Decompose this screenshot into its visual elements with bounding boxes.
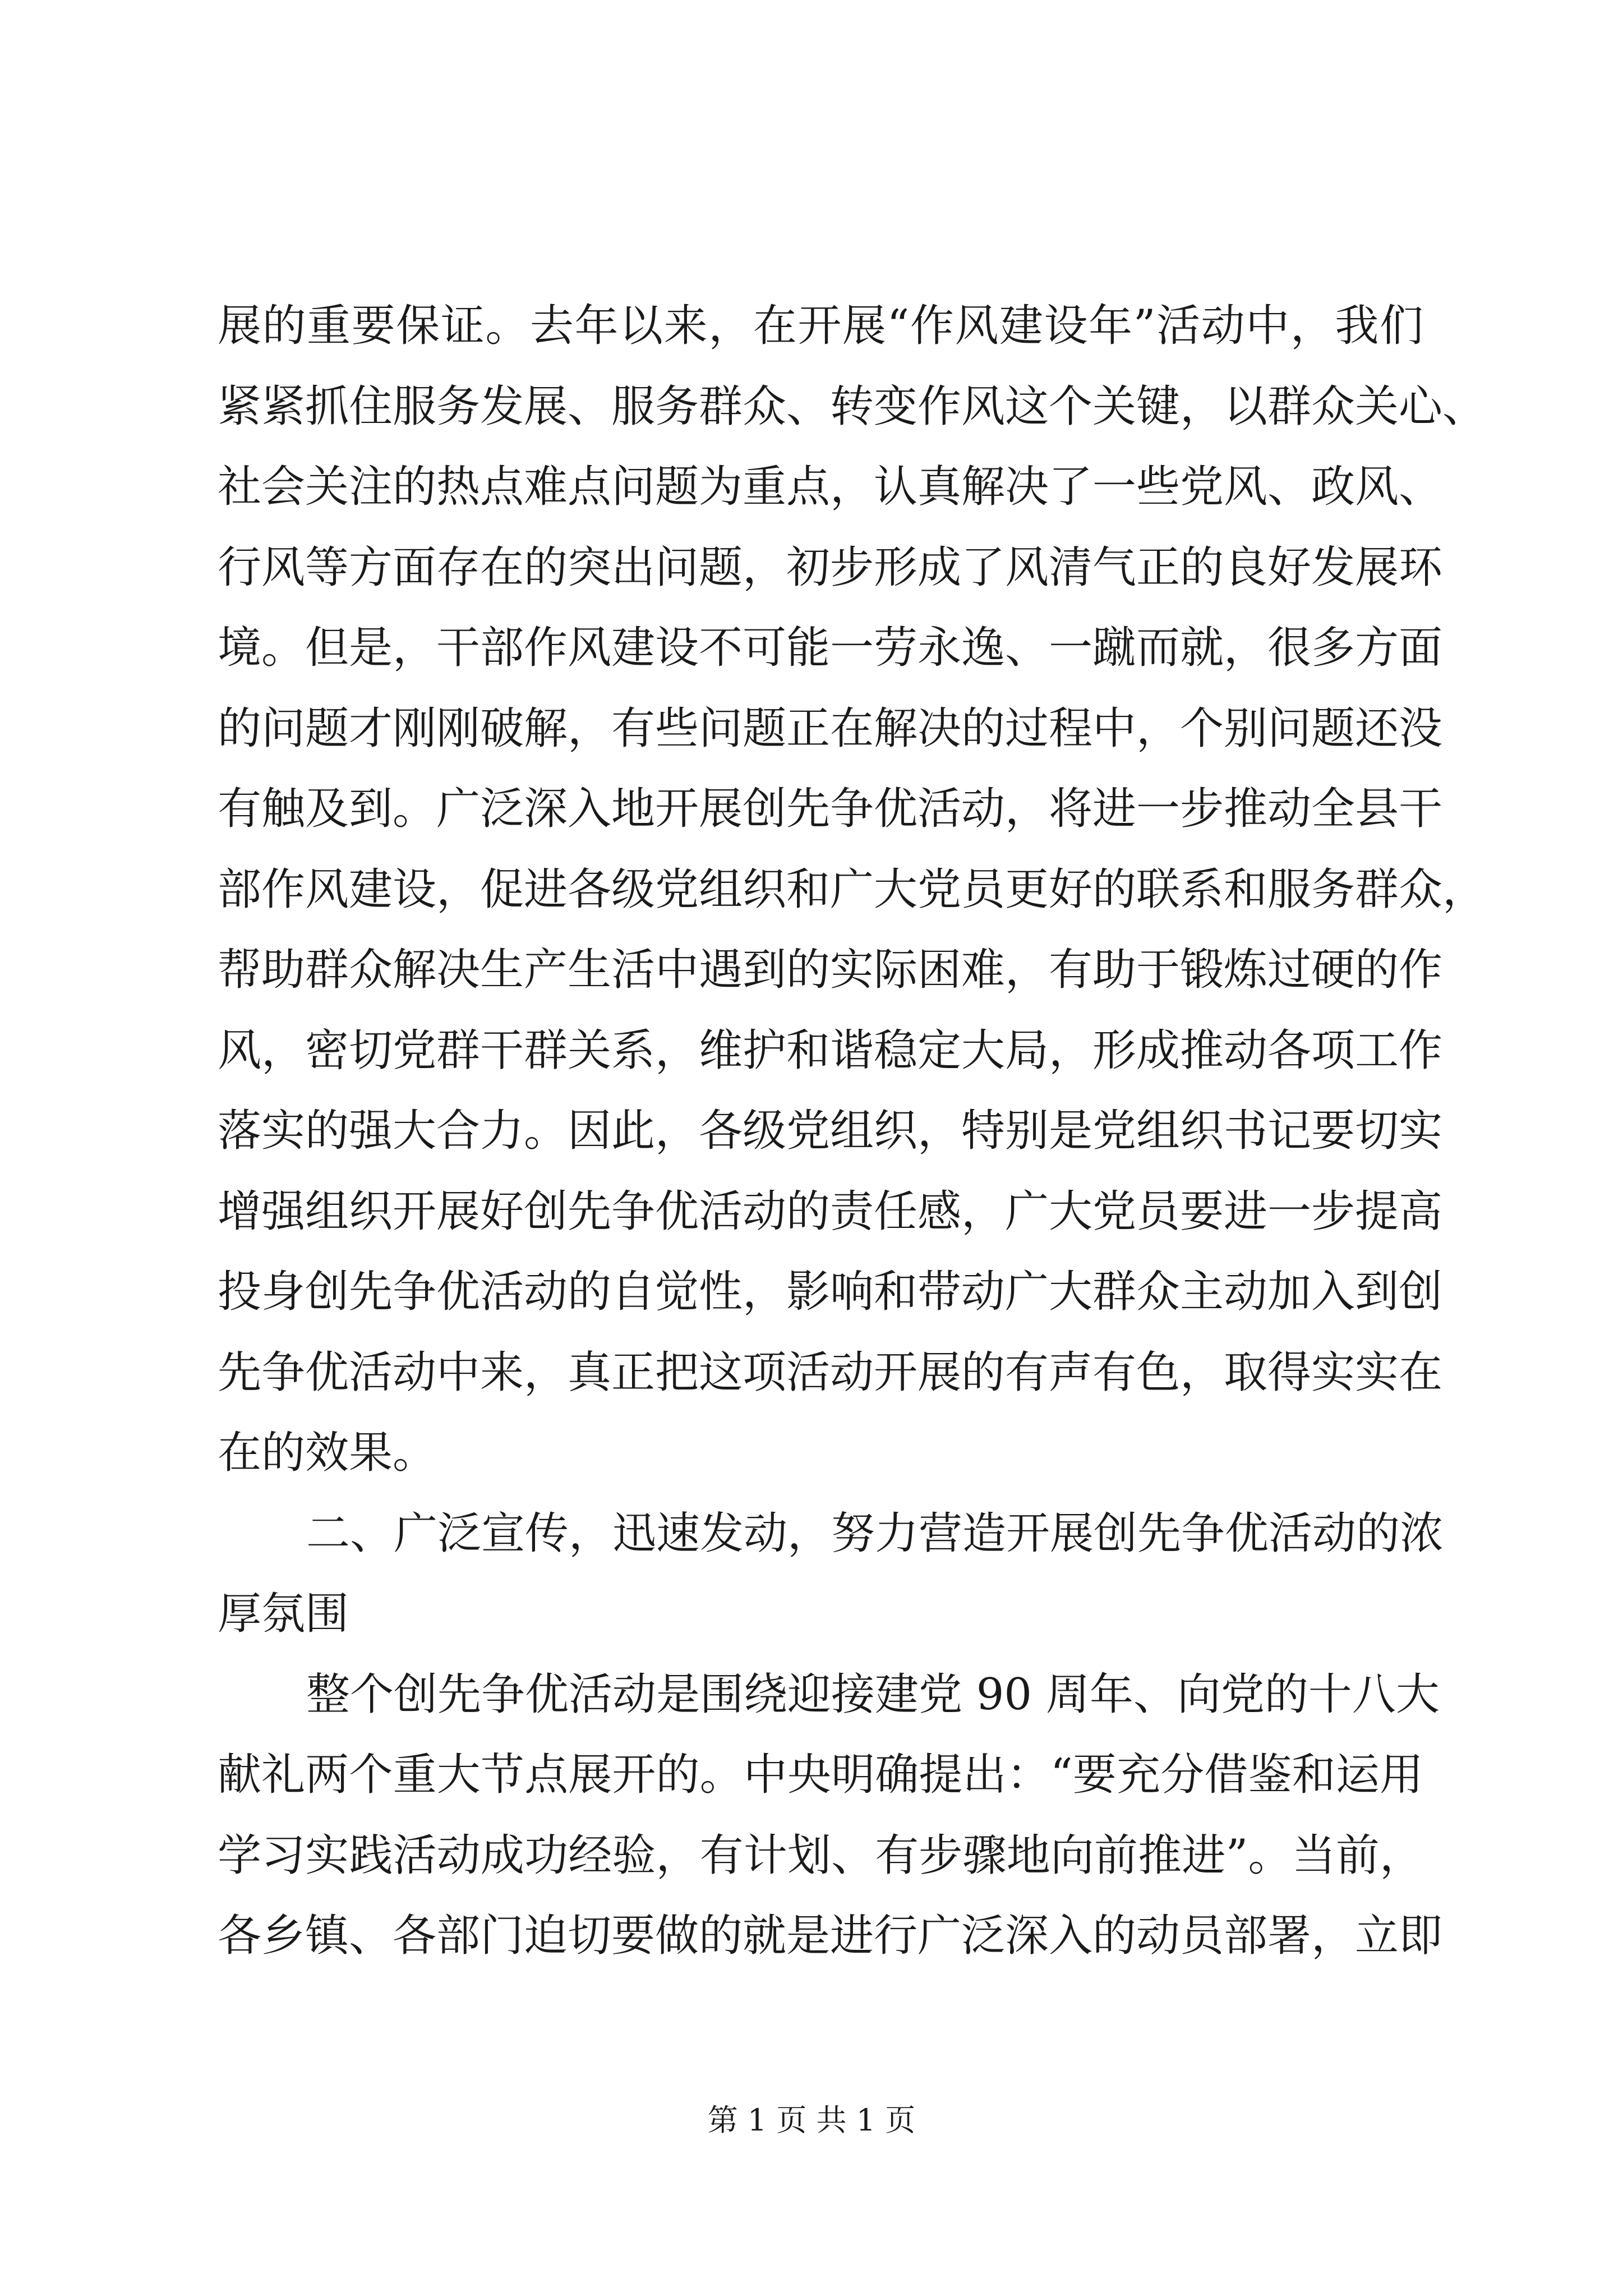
section-heading-line: 二、广泛宣传，迅速发动，努力营造开展创先争优活动的浓 <box>306 1508 1444 1559</box>
page-number: 第 1 页 共 1 页 <box>707 2102 916 2138</box>
text-line: 的问题才刚刚破解，有些问题正在解决的过程中，个别问题还没 <box>218 703 1443 754</box>
text-line: 各乡镇、各部门迫切要做的就是进行广泛深入的动员部署，立即 <box>218 1911 1443 1961</box>
text-line: 行风等方面存在的突出问题，初步形成了风清气正的良好发展环 <box>218 542 1443 593</box>
text-line: 献礼两个重大节点展开的。中央明确提出：“要充分借鉴和运用 <box>218 1750 1423 1800</box>
text-line: 落实的强大合力。因此，各级党组织，特别是党组织书记要切实 <box>218 1106 1443 1156</box>
text-line: 风，密切党群干群关系，维护和谐稳定大局，形成推动各项工作 <box>218 1025 1443 1076</box>
text-line: 有触及到。广泛深入地开展创先争优活动，将进一步推动全县干 <box>218 784 1443 834</box>
text-line: 紧紧抓住服务发展、服务群众、转变作风这个关键，以群众关心、 <box>218 381 1487 432</box>
page-footer <box>0 2101 1623 2140</box>
body-text <box>218 286 1487 1977</box>
text-line: 投身创先争优活动的自觉性，影响和带动广大群众主动加入到创 <box>218 1267 1443 1317</box>
section-heading-line: 厚氛围 <box>218 1589 349 1639</box>
text-line: 展的重要保证。去年以来，在开展“作风建设年”活动中，我们 <box>218 301 1423 351</box>
text-line: 增强组织开展好创先争优活动的责任感，广大党员要进一步提高 <box>218 1186 1443 1237</box>
text-line: 部作风建设，促进各级党组织和广大党员更好的联系和服务群众， <box>218 864 1487 915</box>
text-line: 学习实践活动成功经验，有计划、有步骤地向前推进”。当前， <box>218 1830 1423 1881</box>
text-line: 境。但是，干部作风建设不可能一劳永逸、一蹴而就，很多方面 <box>218 623 1443 673</box>
text-line: 先争优活动中来，真正把这项活动开展的有声有色，取得实实在 <box>218 1347 1443 1398</box>
text-line: 社会关注的热点难点问题为重点，认真解决了一些党风、政风、 <box>218 462 1443 512</box>
text-line: 在的效果。 <box>218 1428 437 1478</box>
text-line: 帮助群众解决生产生活中遇到的实际困难，有助于锻炼过硬的作 <box>218 945 1443 995</box>
text-line: 整个创先争优活动是围绕迎接建党 90 周年、向党的十八大 <box>306 1669 1440 1720</box>
